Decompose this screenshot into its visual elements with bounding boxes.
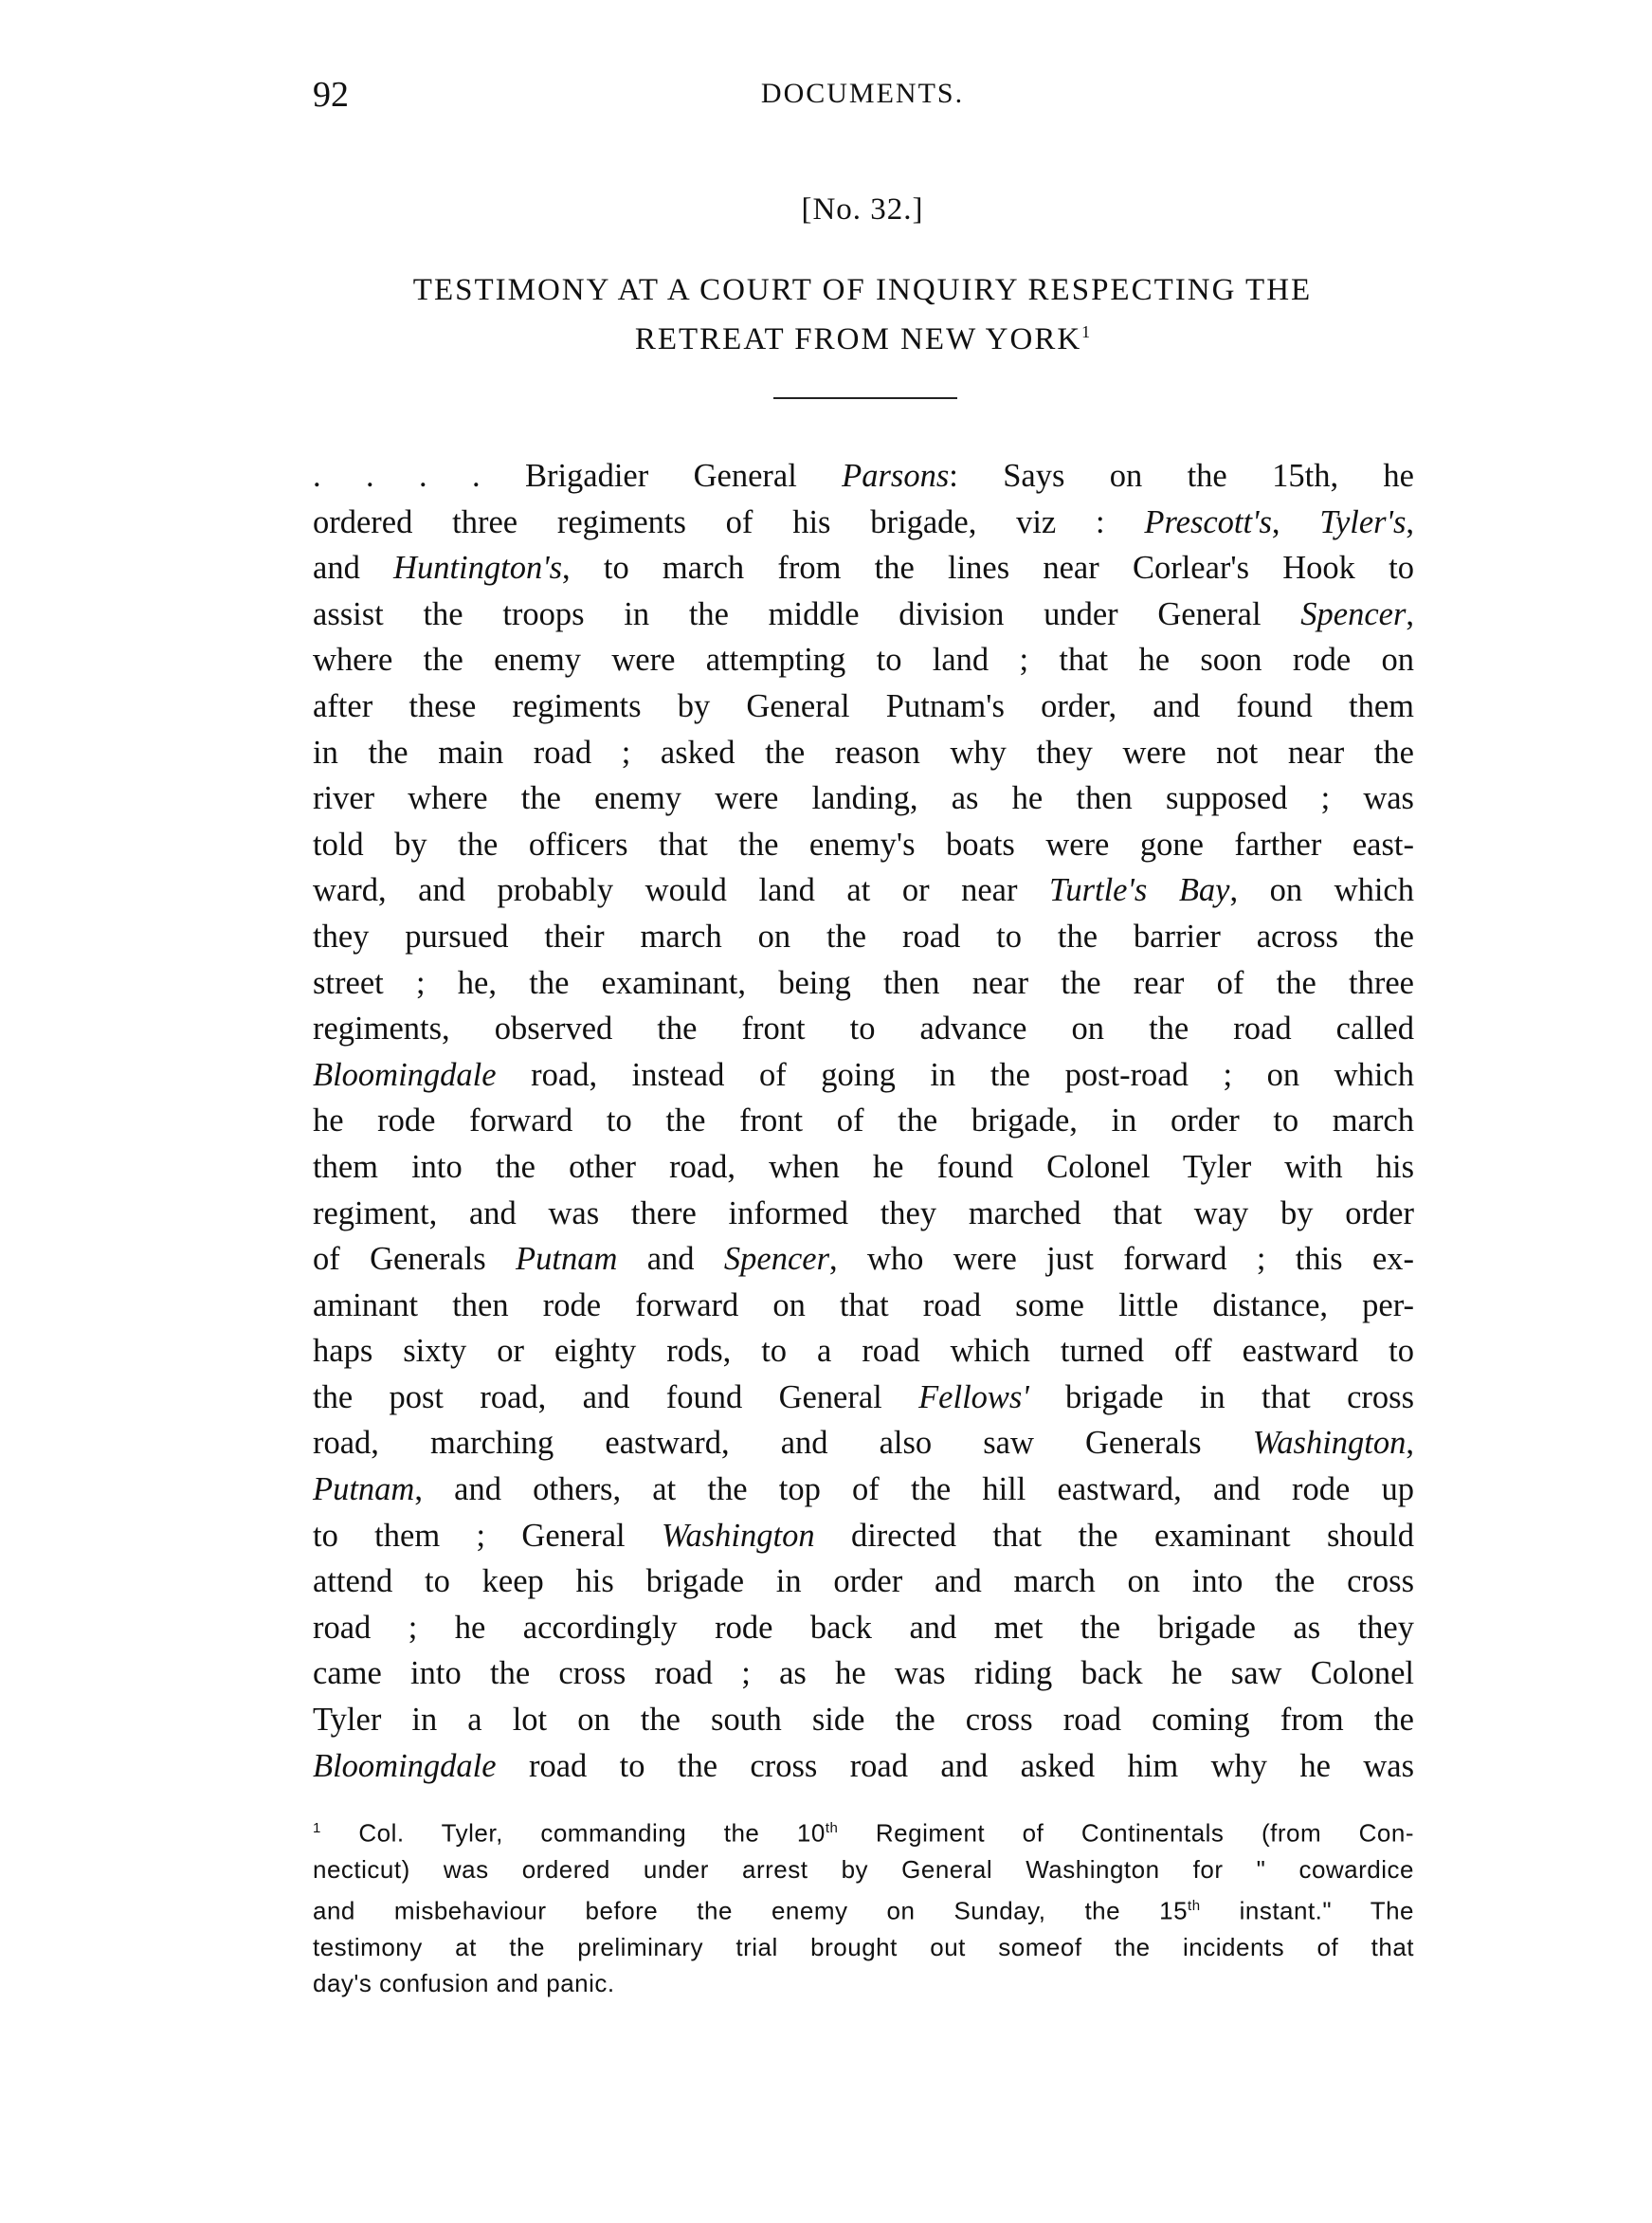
italic-name: Huntington's <box>393 550 563 587</box>
text-run: ordered three regiments of his brigade, viz : <box>313 503 1145 540</box>
body-line <box>313 1467 1414 1513</box>
text-run: . . . . Brigadier General <box>313 458 843 494</box>
text-run: he rode forward to the front of the brigade, in order to march <box>313 1102 1414 1139</box>
document-title-line-1: TESTIMONY AT A COURT OF INQUIRY RESPECTING THE <box>412 273 1313 307</box>
body-line <box>313 822 1414 868</box>
body-line <box>313 1283 1414 1329</box>
text-run: they pursued their march on the road to the barrier across the <box>313 918 1414 955</box>
title-divider-rule <box>773 397 957 399</box>
text-run: them into the other road, when he found Colonel Tyler with his <box>313 1148 1414 1185</box>
text-run: river where the enemy were landing, as he then supposed ; was <box>313 780 1414 817</box>
footnote-reference: 1 <box>1081 322 1091 341</box>
text-run: to them ; General <box>313 1517 662 1554</box>
body-line <box>313 1697 1414 1743</box>
body-line <box>313 1098 1414 1144</box>
text-run: told by the officers that the enemy's boats were gone farther east- <box>313 826 1414 863</box>
body-line <box>313 730 1414 776</box>
text-run: and <box>313 550 394 587</box>
body-line <box>313 914 1414 960</box>
italic-name: Washington <box>1252 1425 1407 1462</box>
text-run: of Generals <box>313 1241 517 1278</box>
superscript: th <box>825 1820 839 1836</box>
text-run: haps sixty or eighty rods, to a road which turned off eastward to <box>313 1333 1414 1370</box>
text-run: day's confusion and panic. <box>313 1969 615 1998</box>
italic-name: Fellows' <box>918 1378 1029 1415</box>
italic-name: Bloomingdale <box>313 1056 497 1093</box>
page-number: 92 <box>313 75 349 115</box>
body-line <box>313 545 1414 592</box>
text-run: ward, and probably would land at or near <box>313 872 1050 909</box>
superscript: th <box>1188 1897 1201 1914</box>
text-run: , who were just forward ; this ex- <box>829 1241 1414 1278</box>
italic-name: Spencer <box>1300 595 1407 632</box>
body-line <box>313 1328 1414 1375</box>
body-line <box>313 1236 1414 1283</box>
superscript: 1 <box>313 1820 321 1836</box>
italic-name: Turtle's Bay <box>1049 872 1230 909</box>
body-line <box>313 1605 1414 1651</box>
footnote-line <box>313 1811 1414 1851</box>
body-line <box>313 1650 1414 1697</box>
text-run: testimony at the preliminary trial brought out someof the incidents of that <box>313 1932 1414 1961</box>
running-title: DOCUMENTS. <box>760 78 965 109</box>
italic-name: Bloomingdale <box>313 1747 497 1784</box>
text-run: aminant then rode forward on that road some little distance, per- <box>313 1286 1414 1323</box>
document-title <box>313 269 1412 360</box>
body-line <box>313 960 1414 1007</box>
footnote-line <box>313 1888 1414 1929</box>
text-run: : Says on the 15th, he <box>949 458 1414 494</box>
body-line <box>313 592 1414 638</box>
body-line <box>313 637 1414 683</box>
text-run: instant." The <box>1200 1896 1414 1925</box>
italic-name: Parsons <box>842 458 950 494</box>
italic-name: Prescott's <box>1144 503 1272 540</box>
text-run: attend to keep his brigade in order and march on into the cross <box>313 1563 1414 1600</box>
footnote <box>313 1811 1414 2002</box>
footnote-line <box>313 1929 1414 1966</box>
text-run: road, instead of going in the post-road ; on which <box>496 1056 1414 1093</box>
text-run: , <box>1406 1425 1414 1462</box>
italic-name: Tyler's <box>1319 503 1407 540</box>
body-line <box>313 1513 1414 1559</box>
document-number: [No. 32.] <box>801 192 924 227</box>
text-run: Tyler in a lot on the south side the cross road coming from the <box>313 1702 1414 1739</box>
text-run: , <box>1406 595 1414 632</box>
body-line <box>313 775 1414 822</box>
body-line <box>313 1006 1414 1052</box>
text-run: Col. Tyler, commanding the 10 <box>320 1818 826 1848</box>
text-run: in the main road ; asked the reason why they were not near the <box>313 734 1414 771</box>
text-run: necticut) was ordered under arrest by General Washington for " cowardice <box>313 1855 1414 1885</box>
document-title-line-2-text: RETREAT FROM NEW YORK <box>634 322 1082 356</box>
text-run: directed that the examinant should <box>814 1517 1414 1554</box>
body-line <box>313 683 1414 730</box>
text-run: and misbehaviour before the enemy on Sunday, the 15 <box>313 1896 1189 1925</box>
italic-name: Putnam <box>313 1471 415 1508</box>
text-run: , <box>1406 503 1415 540</box>
footnote-line <box>313 1965 1414 2002</box>
text-run: , on which <box>1229 872 1414 909</box>
text-run: , and others, at the top of the hill eastward, and rode up <box>414 1471 1414 1508</box>
text-run: road to the cross road and asked him why he was <box>496 1747 1414 1784</box>
italic-name: Putnam <box>516 1241 618 1278</box>
body-line <box>313 1558 1414 1605</box>
text-run: road ; he accordingly rode back and met the brigade as they <box>313 1609 1414 1646</box>
italic-name: Washington <box>661 1517 815 1554</box>
text-run: after these regiments by General Putnam's order, and found them <box>313 687 1414 724</box>
document-title-line-2 <box>313 311 1412 360</box>
body-line <box>313 500 1414 546</box>
text-run: brigade in that cross <box>1028 1378 1414 1415</box>
text-run: where the enemy were attempting to land ; that he soon rode on <box>313 642 1414 679</box>
text-run: road, marching eastward, and also saw Generals <box>313 1425 1253 1462</box>
text-run: regiments, observed the front to advance on the road called <box>313 1011 1414 1048</box>
text-run: and <box>617 1241 724 1278</box>
body-text <box>313 453 1414 1789</box>
body-line <box>313 1420 1414 1467</box>
text-run: , <box>1271 503 1320 540</box>
body-line <box>313 867 1414 914</box>
body-line <box>313 1191 1414 1237</box>
footnote-line <box>313 1851 1414 1888</box>
body-line <box>313 1144 1414 1191</box>
text-run: regiment, and was there informed they marched that way by order <box>313 1194 1414 1231</box>
italic-name: Spencer <box>723 1241 829 1278</box>
text-run: street ; he, the examinant, being then near the rear of the three <box>313 964 1414 1001</box>
body-line <box>313 1375 1414 1421</box>
body-line <box>313 1743 1414 1790</box>
body-line <box>313 453 1414 500</box>
text-run: the post road, and found General <box>313 1378 919 1415</box>
text-run: , to march from the lines near Corlear's Hook to <box>562 550 1414 587</box>
text-run: came into the cross road ; as he was riding back he saw Colonel <box>313 1655 1414 1692</box>
running-head <box>313 74 1412 131</box>
text-run: Regiment of Continentals (from Con- <box>838 1818 1415 1848</box>
text-run: assist the troops in the middle division under General <box>313 595 1301 632</box>
body-line <box>313 1052 1414 1099</box>
